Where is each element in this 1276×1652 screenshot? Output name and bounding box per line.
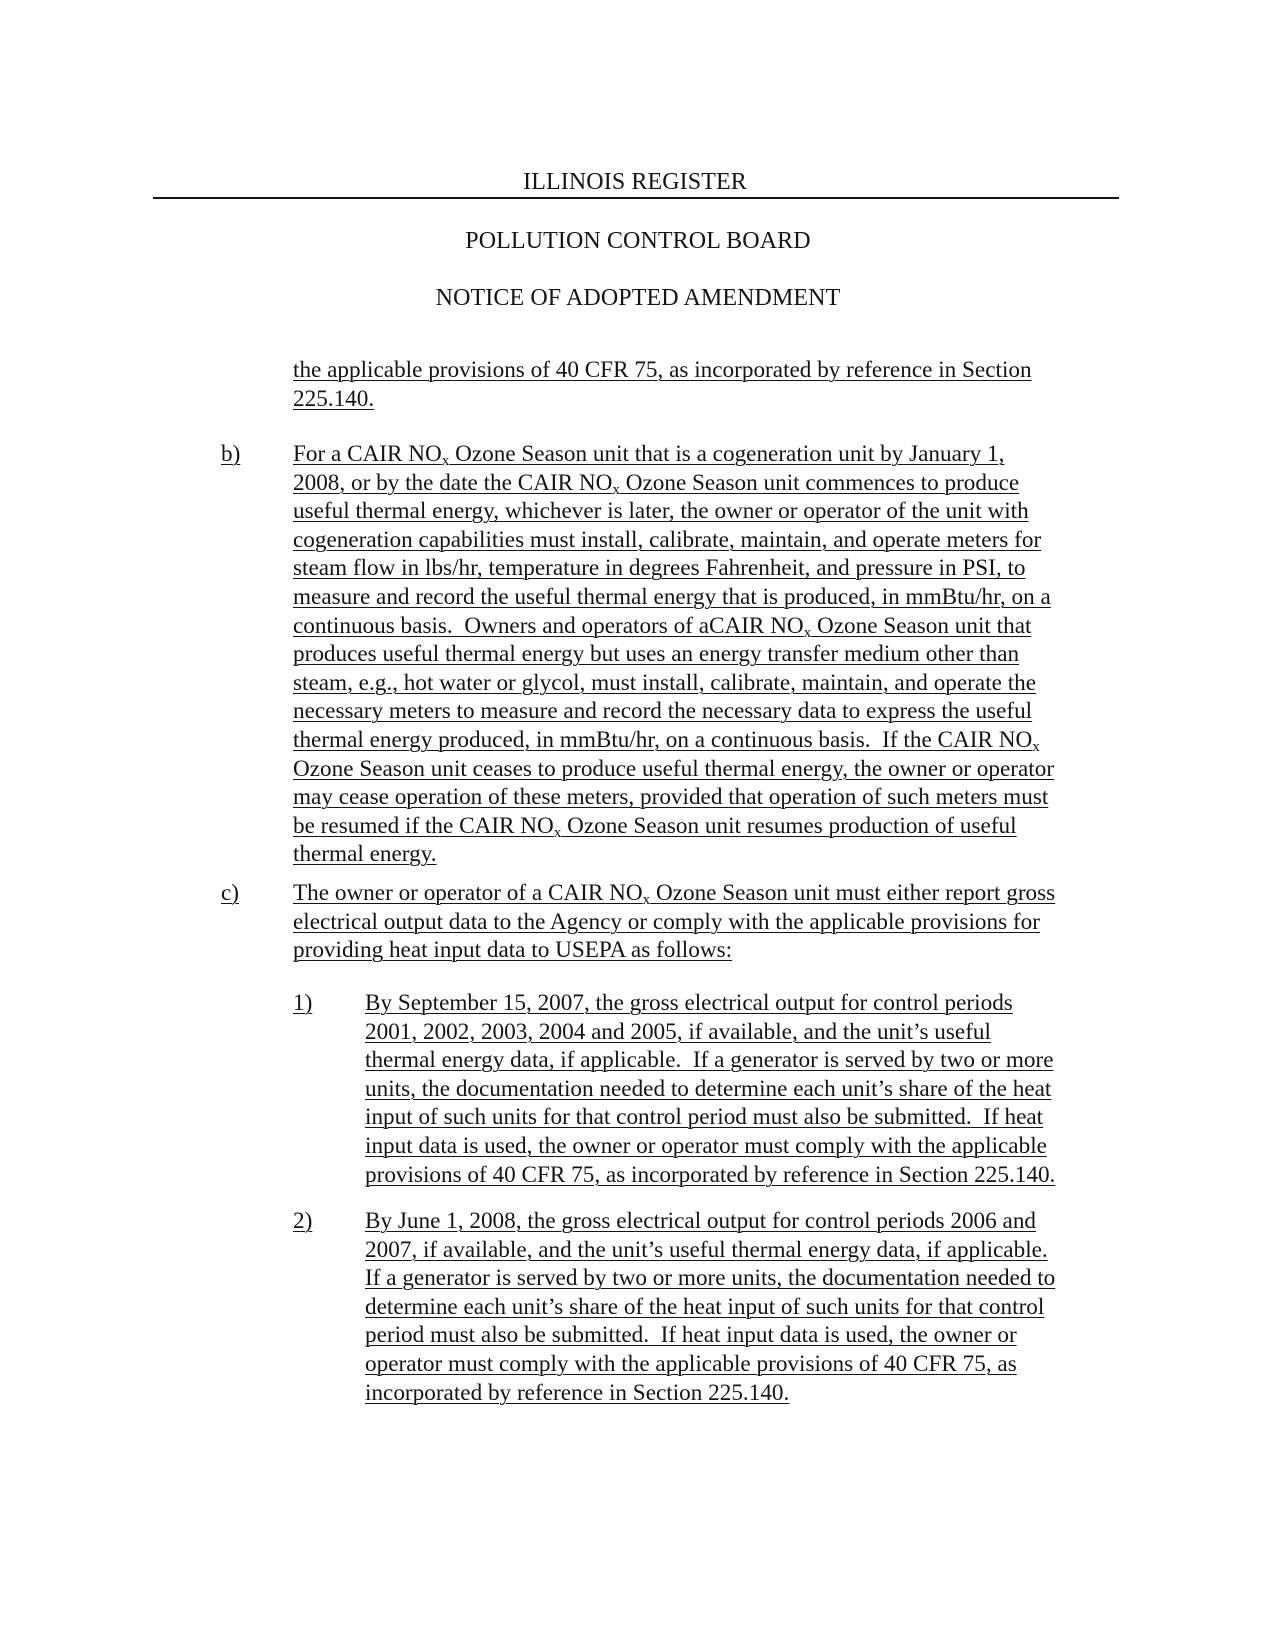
- register-title: ILLINOIS REGISTER: [523, 169, 747, 195]
- text-line: units, the documentation needed to determine each unit’s share of the heat: [365, 1075, 1052, 1102]
- text-line: determine each unit’s share of the heat input of such units for that control: [365, 1293, 1045, 1320]
- item-2-marker: 2): [293, 1208, 313, 1234]
- text-line: thermal energy data, if applicable. If a generator is served by two or more: [365, 1047, 1054, 1074]
- text-line: 2008, or by the date the CAIR $NO_x$ Ozone Season unit commences to produce: [293, 469, 1020, 498]
- board-title: POLLUTION CONTROL BOARD: [465, 228, 811, 254]
- text-line: By June 1, 2008, the gross electrical output for control periods 2006 and: [365, 1208, 1037, 1234]
- section-c-paragraph: [293, 879, 1055, 965]
- text-line: produces useful thermal energy but uses an energy transfer medium other than: [293, 641, 1020, 668]
- text-line: electrical output data to the Agency or comply with the applicable provisions for: [293, 908, 1040, 935]
- section-c-marker: c): [221, 880, 240, 906]
- text-line: steam flow in lbs/hr, temperature in degrees Fahrenheit, and pressure in PSI, to: [293, 555, 1026, 582]
- item-1-marker: 1): [293, 990, 313, 1016]
- text-line: steam, e.g., hot water or glycol, must install, calibrate, maintain, and operate the: [293, 669, 1037, 696]
- text-line: useful thermal energy, whichever is later, the owner or operator of the unit with: [293, 498, 1029, 525]
- text-line: The owner or operator of a CAIR $NO_x$ Ozone Season unit must either report gross: [293, 880, 1056, 908]
- text-line: operator must comply with the applicable provisions of 40 CFR 75, as: [365, 1350, 1017, 1377]
- section-b-paragraph: [293, 440, 1054, 869]
- text-line: input data is used, the owner or operator must comply with the applicable: [365, 1132, 1047, 1159]
- intro-paragraph: [293, 356, 1032, 413]
- text-line: cogeneration capabilities must install, calibrate, maintain, and operate meters for: [293, 526, 1042, 553]
- text-line: be resumed if the CAIR $NO_x$ Ozone Season unit resumes production of useful: [293, 812, 1017, 841]
- text-line: 225.140.: [293, 385, 375, 412]
- text-line: continuous basis. Owners and operators of aCAIR $NO_x$ Ozone Season unit that: [293, 612, 1032, 641]
- text-line: input of such units for that control period must also be submitted. If heat: [365, 1104, 1044, 1131]
- text-line: necessary meters to measure and record the necessary data to express the useful: [293, 698, 1033, 725]
- text-line: Ozone Season unit ceases to produce useful thermal energy, the owner or operator: [293, 755, 1055, 782]
- text-line: 2001, 2002, 2003, 2004 and 2005, if available, and the unit’s useful: [365, 1018, 991, 1045]
- text-line: the applicable provisions of 40 CFR 75, as incorporated by reference in Section: [293, 357, 1032, 383]
- text-line: 2007, if available, and the unit’s useful thermal energy data, if applicable.: [365, 1236, 1048, 1263]
- text-line: By September 15, 2007, the gross electrical output for control periods: [365, 990, 1013, 1016]
- item-1-paragraph: [365, 989, 1055, 1189]
- text-line: provisions of 40 CFR 75, as incorporated by reference in Section 225.140.: [365, 1161, 1056, 1188]
- section-b-marker: b): [221, 441, 241, 467]
- text-line: If a generator is served by two or more units, the documentation needed to: [365, 1265, 1056, 1292]
- header-rule: [153, 197, 1119, 199]
- text-line: incorporated by reference in Section 225.140.: [365, 1379, 790, 1406]
- text-line: period must also be submitted. If heat input data is used, the owner or: [365, 1322, 1017, 1349]
- text-line: For a CAIR $NO_x$ Ozone Season unit that is a cogeneration unit by January 1,: [293, 441, 1005, 469]
- text-line: measure and record the useful thermal energy that is produced, in mmBtu/hr, on a: [293, 583, 1051, 610]
- text-line: thermal energy.: [293, 841, 437, 868]
- item-2-paragraph: [365, 1207, 1055, 1407]
- text-line: thermal energy produced, in mmBtu/hr, on a continuous basis. If the CAIR $NO_x$: [293, 726, 1040, 755]
- notice-title: NOTICE OF ADOPTED AMENDMENT: [435, 285, 841, 311]
- text-line: providing heat input data to USEPA as follows:: [293, 937, 733, 964]
- text-line: may cease operation of these meters, provided that operation of such meters must: [293, 784, 1049, 811]
